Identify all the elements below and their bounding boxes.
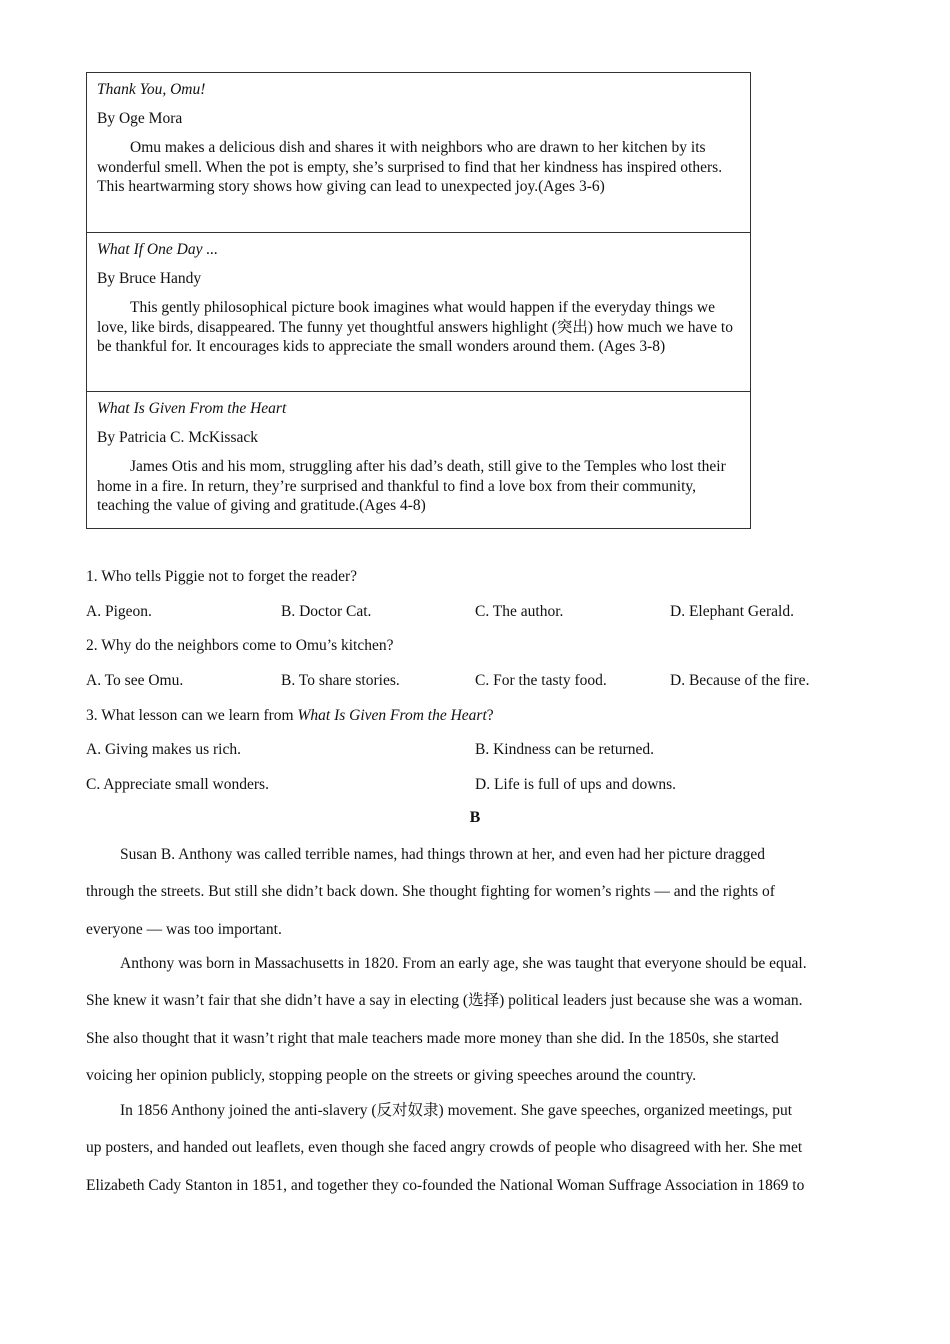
paragraph-line: Anthony was born in Massachusetts in 1820. From an early age, she was taught that everyone should be equal. <box>120 955 807 972</box>
question-1-option-d: D. Elephant Gerald. <box>670 603 794 620</box>
book-author: By Bruce Handy <box>97 270 202 287</box>
paragraph-line: She also thought that it wasn’t right that male teachers made more money than she did. In the 1850s, she started <box>86 1029 779 1047</box>
question-2-option-d: D. Because of the fire. <box>670 672 810 689</box>
question-1-option-c: C. The author. <box>475 603 564 620</box>
book-description: This gently philosophical picture book imagines what would happen if the everyday things we love, like birds, disappeared. The funny yet thoughtful answers highlight (突出) how much we have to be thankful for. It encourages kids to appreciate the small wonders around them. (Ages 3-8) <box>97 299 733 355</box>
book-description: James Otis and his mom, struggling after his dad’s death, still give to the Temples who lost their home in a fire. In return, they’re surprised and thankful to find a love box from their community, teaching the value of giving and gratitude.(Ages 4-8) <box>97 458 726 514</box>
question-1-option-b: B. Doctor Cat. <box>281 603 372 620</box>
book-list-table <box>86 72 751 529</box>
book-entry <box>87 391 750 528</box>
question-3-stem-book-title: What Is Given From the Heart <box>297 707 487 724</box>
paragraph-line: everyone — was too important. <box>86 920 282 938</box>
question-2-option-c: C. For the tasty food. <box>475 672 607 689</box>
passage-paragraph-3 <box>86 1092 866 1204</box>
passage-paragraph-1 <box>86 836 866 948</box>
question-3-option-b: B. Kindness can be returned. <box>475 741 655 758</box>
paragraph-line: She knew it wasn’t fair that she didn’t have a say in electing (选择) political leaders just because she was a woman. <box>86 992 803 1010</box>
book-author: By Patricia C. McKissack <box>97 429 259 446</box>
question-1-option-a: A. Pigeon. <box>86 603 152 620</box>
question-3-option-c: C. Appreciate small wonders. <box>86 776 269 793</box>
book-title: Thank You, Omu! <box>97 81 206 98</box>
question-3-option-a: A. Giving makes us rich. <box>86 741 241 758</box>
book-title: What If One Day ... <box>97 241 218 258</box>
book-author: By Oge Mora <box>97 110 183 127</box>
question-2-option-a: A. To see Omu. <box>86 672 184 689</box>
question-2-stem: 2. Why do the neighbors come to Omu’s kitchen? <box>86 637 394 654</box>
paragraph-line: voicing her opinion publicly, stopping people on the streets or giving speeches around the country. <box>86 1066 697 1084</box>
question-3-stem-suffix: ? <box>486 707 494 724</box>
book-entry <box>87 73 750 232</box>
paragraph-line: In 1856 Anthony joined the anti-slavery (反对奴隶) movement. She gave speeches, organized meetings, put <box>120 1102 793 1119</box>
section-heading: B <box>469 809 481 826</box>
question-1-stem: 1. Who tells Piggie not to forget the reader? <box>86 568 358 585</box>
question-3-stem <box>86 706 494 726</box>
paragraph-line: Susan B. Anthony was called terrible names, had things thrown at her, and even had her picture dragged <box>120 846 766 863</box>
question-3-stem-prefix: 3. What lesson can we learn from <box>86 707 298 724</box>
passage-paragraph-2 <box>86 945 866 1094</box>
book-entry <box>87 232 750 391</box>
paragraph-line: up posters, and handed out leaflets, even though she faced angry crowds of people who disagreed with her. She met <box>86 1139 803 1157</box>
book-title: What Is Given From the Heart <box>97 400 287 417</box>
paragraph-line: Elizabeth Cady Stanton in 1851, and together they co-founded the National Woman Suffrage Association in 1869 to <box>86 1176 805 1194</box>
paragraph-line: through the streets. But still she didn’t back down. She thought fighting for women’s rights — and the rights of <box>86 883 775 901</box>
book-description: Omu makes a delicious dish and shares it with neighbors who are drawn to her kitchen by its wonderful smell. When the pot is empty, she’s surprised to find that her kindness has inspired others. This heartwarming story shows how giving can lead to unexpected joy.(Ages 3-6) <box>97 139 723 195</box>
question-2-option-b: B. To share stories. <box>281 672 400 689</box>
question-3-option-d: D. Life is full of ups and downs. <box>475 776 677 793</box>
